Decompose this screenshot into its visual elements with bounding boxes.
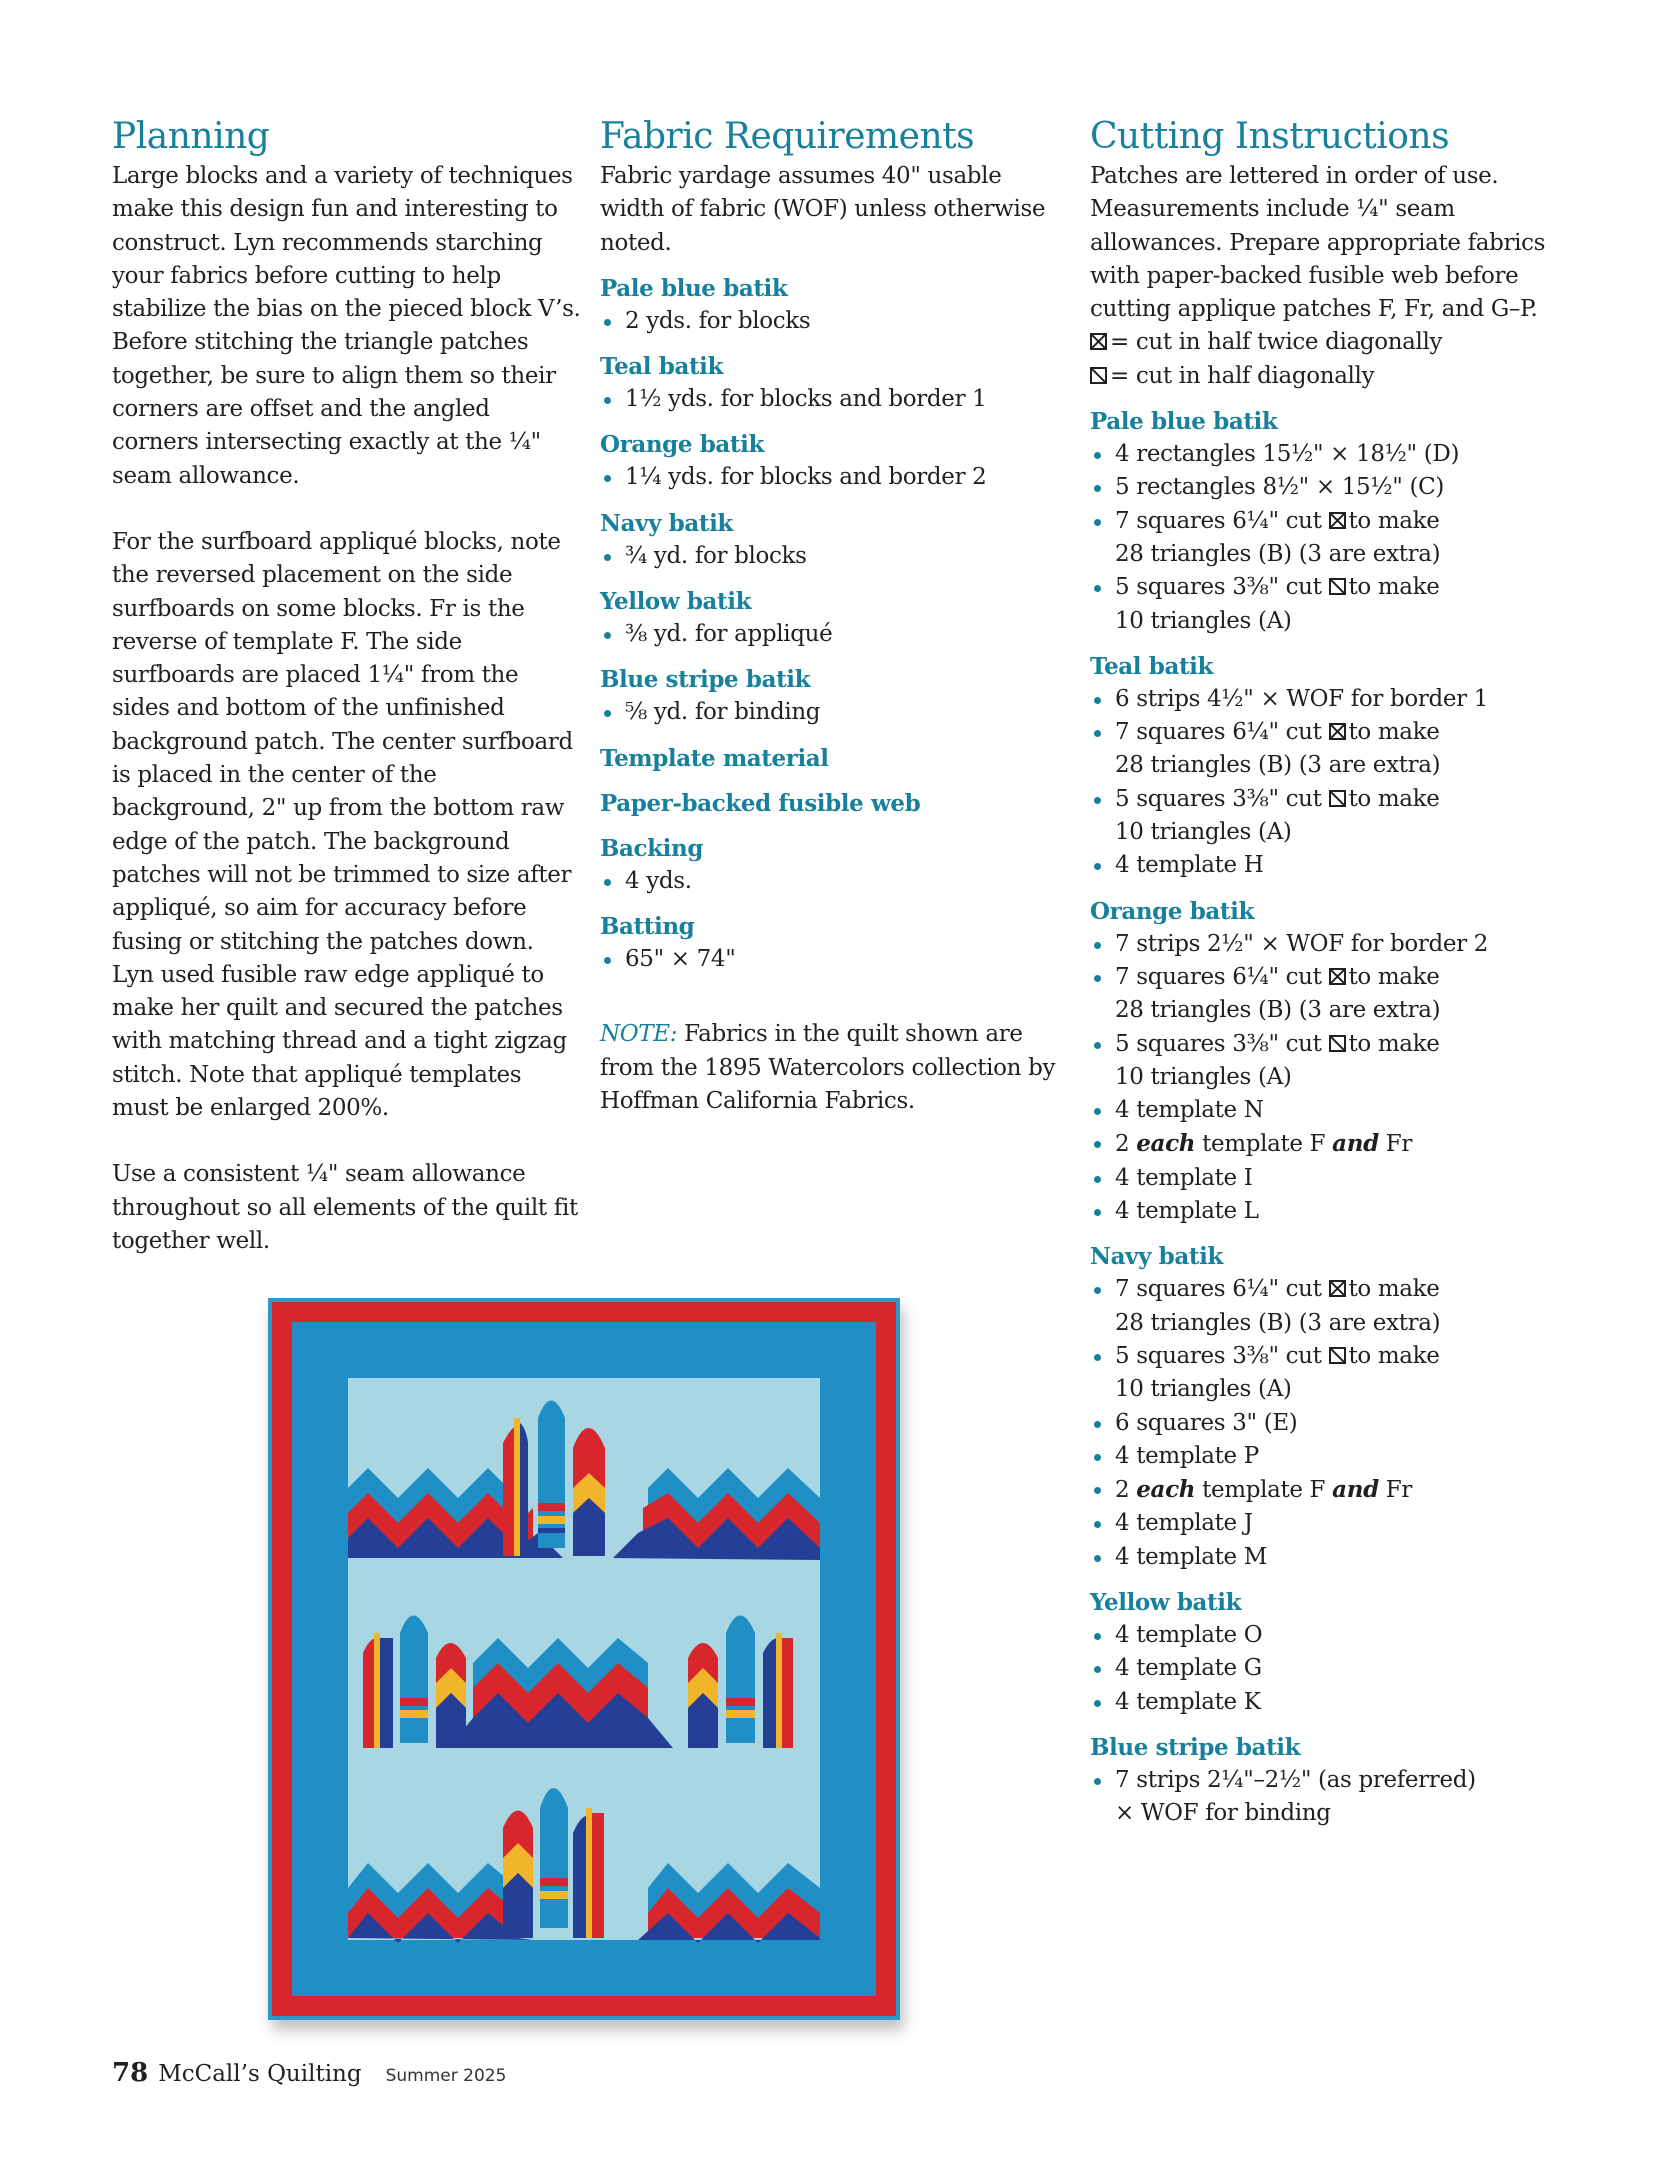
- cutting-intro: Patches are lettered in order of use. Measurements include ¼" seam allowances. Prepare appropriate fabrics with paper-backed fusible web before cutting applique patches F, Fr, and G–P.: [1090, 163, 1546, 323]
- cutting-group-heading: Orange batik: [1090, 897, 1254, 925]
- cut-twice-diagonal-icon: [1329, 968, 1346, 985]
- cut-once-diagonal-icon: [1329, 790, 1346, 807]
- item-text-continued: × WOF for binding: [1115, 1800, 1331, 1827]
- cut-once-diagonal-icon: [1090, 367, 1107, 384]
- item-text: to make: [1348, 719, 1440, 746]
- cut-legend-once: [1090, 360, 1570, 393]
- item-text: 7 strips 2¼"–2½" (as preferred): [1115, 1766, 1476, 1793]
- fabric-requirements-heading: Fabric Requirements: [600, 116, 975, 157]
- item-text: 4 template G: [1115, 1655, 1262, 1682]
- cutting-list-item: [1090, 783, 1570, 850]
- fabric-requirements-column: [600, 116, 1070, 1118]
- item-text: to make: [1348, 785, 1440, 812]
- cutting-group-list: [1090, 405, 1570, 1830]
- cutting-item-list: [1090, 683, 1570, 883]
- fabric-item-list: [600, 305, 1070, 338]
- fabric-item-list: [600, 461, 1070, 494]
- cutting-list-item: [1090, 1764, 1570, 1831]
- fabric-group-heading: Yellow batik: [600, 588, 752, 616]
- cutting-group-heading: Blue stripe batik: [1090, 1733, 1301, 1761]
- item-text: 4 template M: [1115, 1543, 1267, 1570]
- item-text: Fr: [1378, 1477, 1413, 1504]
- item-text: to make: [1348, 963, 1440, 990]
- cutting-group-heading: Navy batik: [1090, 1243, 1223, 1271]
- item-text: 2: [1115, 1131, 1137, 1158]
- item-text: 7 strips 2½" × WOF for border 2: [1115, 930, 1488, 957]
- fabric-list-item: 2 yds. for blocks: [600, 305, 1070, 338]
- item-text-continued: 10 triangles (A): [1115, 819, 1292, 846]
- item-text: 5 squares 3⅜" cut: [1115, 1342, 1322, 1369]
- item-text: to make: [1348, 507, 1440, 534]
- cut-twice-diagonal-icon: [1090, 333, 1107, 350]
- magazine-name: McCall’s Quilting: [158, 2061, 362, 2087]
- cutting-group-heading: Teal batik: [1090, 652, 1214, 680]
- fabric-group-heading: Paper-backed fusible web: [600, 789, 921, 817]
- item-text: 4 template O: [1115, 1621, 1263, 1648]
- item-text: template F: [1195, 1477, 1333, 1504]
- fabric-list-item: 1¼ yds. for blocks and border 2: [600, 461, 1070, 494]
- cutting-list-item: [1090, 1162, 1570, 1195]
- note-label: NOTE:: [600, 1021, 678, 1048]
- fabric-item-list: [600, 540, 1070, 573]
- fabric-list-item: 1½ yds. for blocks and border 1: [600, 383, 1070, 416]
- item-text: 4 template L: [1115, 1198, 1259, 1225]
- cutting-list-item: [1090, 1340, 1570, 1407]
- item-text-continued: 28 triangles (B) (3 are extra): [1115, 540, 1441, 567]
- cutting-group-heading: Pale blue batik: [1090, 408, 1278, 436]
- fabric-list-item: 4 yds.: [600, 865, 1070, 898]
- planning-paragraph-3: Use a consistent ¼" seam allowance throughout so all elements of the quilt fit together well.: [112, 1161, 578, 1254]
- fabric-item-list: [600, 618, 1070, 651]
- item-text: to make: [1348, 1342, 1440, 1369]
- cutting-list-item: [1090, 716, 1570, 783]
- item-text: 7 squares 6¼" cut: [1115, 1276, 1322, 1303]
- cutting-item-list: [1090, 1273, 1570, 1574]
- cutting-list-item: [1090, 1407, 1570, 1440]
- fabric-item-list: [600, 696, 1070, 729]
- planning-column: [112, 116, 582, 1258]
- planning-heading: Planning: [112, 116, 270, 157]
- item-text: 4 rectangles 15½" × 18½" (D): [1115, 441, 1460, 468]
- item-emphasis: each: [1136, 1476, 1196, 1504]
- item-text-continued: 10 triangles (A): [1115, 607, 1292, 634]
- item-text: 4 template J: [1115, 1510, 1253, 1537]
- cut-once-diagonal-icon: [1329, 1035, 1346, 1052]
- cutting-list-item: [1090, 571, 1570, 638]
- item-text: 4 template P: [1115, 1442, 1259, 1469]
- cutting-list-item: [1090, 1127, 1570, 1161]
- cut-once-diagonal-icon: [1329, 1347, 1346, 1364]
- legend-text: = cut in half diagonally: [1110, 362, 1375, 389]
- cutting-list-item: [1090, 1473, 1570, 1507]
- item-emphasis: each: [1136, 1130, 1196, 1158]
- item-text: 2: [1115, 1477, 1137, 1504]
- fabric-group-list: [600, 272, 1070, 976]
- item-text-continued: 10 triangles (A): [1115, 1063, 1292, 1090]
- cut-twice-diagonal-icon: [1329, 723, 1346, 740]
- cutting-list-item: [1090, 438, 1570, 471]
- cut-once-diagonal-icon: [1329, 578, 1346, 595]
- cutting-list-item: [1090, 1652, 1570, 1685]
- item-text: to make: [1348, 1030, 1440, 1057]
- item-text: to make: [1348, 1276, 1440, 1303]
- fabric-list-item: ⅜ yd. for appliqué: [600, 618, 1070, 651]
- fabric-item-list: [600, 865, 1070, 898]
- cutting-list-item: [1090, 1507, 1570, 1540]
- fabric-list-item: ⅝ yd. for binding: [600, 696, 1070, 729]
- cut-legend-twice: [1090, 326, 1570, 359]
- fabric-group-heading: Backing: [600, 834, 704, 862]
- item-text: Fr: [1378, 1131, 1413, 1158]
- cutting-item-list: [1090, 1619, 1570, 1719]
- cutting-list-item: [1090, 471, 1570, 504]
- item-text: template F: [1195, 1131, 1333, 1158]
- cutting-instructions-column: [1090, 116, 1570, 1830]
- planning-paragraph-2: For the surfboard appliqué blocks, note the reversed placement on the side surfboards on some blocks. Fr is the reverse of template F. The side surfboards are placed 1¼" from the sides and bottom of the unfinished background patch. The center surfboard is placed in the center of the background, 2" up from the bottom raw edge of the patch. The background patches will not be trimmed to size after appliqué, so aim for accuracy before fusing or stitching the patches down. Lyn used fusible raw edge appliqué to make her quilt and secured the patches with matching thread and a tight zigzag stitch. Note that appliqué templates must be enlarged 200%.: [112, 528, 573, 1122]
- fabric-intro: Fabric yardage assumes 40" usable width of fabric (WOF) unless otherwise noted.: [600, 163, 1046, 256]
- page-footer: [112, 2058, 506, 2088]
- cutting-list-item: [1090, 1619, 1570, 1652]
- fabric-group-heading: Navy batik: [600, 509, 733, 537]
- cutting-group-heading: Yellow batik: [1090, 1588, 1242, 1616]
- cutting-item-list: [1090, 1764, 1570, 1831]
- planning-paragraph-1: Large blocks and a variety of techniques make this design fun and interesting to construct. Lyn recommends starching your fabrics before cutting to help stabilize the bias on the pieced block V’s. Before stitching the triangle patches together, be sure to align them so their corners are offset and the angled corners intersecting exactly at the ¼" seam allowance.: [112, 163, 581, 489]
- fabric-group-heading: Orange batik: [600, 431, 764, 459]
- cutting-list-item: [1090, 683, 1570, 716]
- quilt-photo: [268, 1298, 900, 2020]
- fabric-item-list: [600, 943, 1070, 976]
- cutting-list-item: [1090, 1028, 1570, 1095]
- cutting-list-item: [1090, 1195, 1570, 1228]
- cutting-list-item: [1090, 1273, 1570, 1340]
- cut-twice-diagonal-icon: [1329, 512, 1346, 529]
- item-text-continued: 28 triangles (B) (3 are extra): [1115, 752, 1441, 779]
- fabric-group-heading: Pale blue batik: [600, 274, 788, 302]
- cutting-list-item: [1090, 961, 1570, 1028]
- cutting-list-item: [1090, 505, 1570, 572]
- note-text: Fabrics in the quilt shown are from the 1895 Watercolors collection by Hoffman California Fabrics.: [600, 1021, 1056, 1114]
- fabric-list-item: ¾ yd. for blocks: [600, 540, 1070, 573]
- item-emphasis: and: [1332, 1130, 1379, 1158]
- cutting-list-item: [1090, 1440, 1570, 1473]
- issue-date: Summer 2025: [385, 2066, 507, 2086]
- item-text-continued: 10 triangles (A): [1115, 1376, 1292, 1403]
- item-text-continued: 28 triangles (B) (3 are extra): [1115, 997, 1441, 1024]
- cutting-list-item: [1090, 1094, 1570, 1127]
- fabric-note: [600, 1018, 1070, 1118]
- item-text: 5 squares 3⅜" cut: [1115, 785, 1322, 812]
- fabric-group-heading: Batting: [600, 912, 695, 940]
- item-emphasis: and: [1332, 1476, 1379, 1504]
- fabric-item-list: [600, 383, 1070, 416]
- item-text: 6 squares 3" (E): [1115, 1409, 1298, 1436]
- item-text: 7 squares 6¼" cut: [1115, 719, 1322, 746]
- item-text: 5 rectangles 8½" × 15½" (C): [1115, 474, 1444, 501]
- item-text: 5 squares 3⅜" cut: [1115, 1030, 1322, 1057]
- page-number: 78: [112, 2058, 149, 2088]
- cutting-instructions-heading: Cutting Instructions: [1090, 116, 1450, 157]
- item-text: 4 template K: [1115, 1688, 1261, 1715]
- fabric-group-heading: Template material: [600, 744, 829, 772]
- item-text: 4 template N: [1115, 1097, 1264, 1124]
- fabric-group-heading: Teal batik: [600, 353, 724, 381]
- cutting-list-item: [1090, 1541, 1570, 1574]
- cut-twice-diagonal-icon: [1329, 1280, 1346, 1297]
- item-text: 7 squares 6¼" cut: [1115, 507, 1322, 534]
- item-text: 4 template I: [1115, 1164, 1253, 1191]
- cutting-list-item: [1090, 1686, 1570, 1719]
- cutting-list-item: [1090, 849, 1570, 882]
- legend-text: = cut in half twice diagonally: [1110, 329, 1443, 356]
- cutting-item-list: [1090, 438, 1570, 638]
- fabric-group-heading: Blue stripe batik: [600, 666, 811, 694]
- item-text: to make: [1348, 574, 1440, 601]
- item-text: 4 template H: [1115, 852, 1264, 879]
- item-text: 6 strips 4½" × WOF for border 1: [1115, 685, 1488, 712]
- cutting-list-item: [1090, 928, 1570, 961]
- item-text: 7 squares 6¼" cut: [1115, 963, 1322, 990]
- item-text: 5 squares 3⅜" cut: [1115, 574, 1322, 601]
- fabric-list-item: 65" × 74": [600, 943, 1070, 976]
- cutting-item-list: [1090, 928, 1570, 1229]
- item-text-continued: 28 triangles (B) (3 are extra): [1115, 1309, 1441, 1336]
